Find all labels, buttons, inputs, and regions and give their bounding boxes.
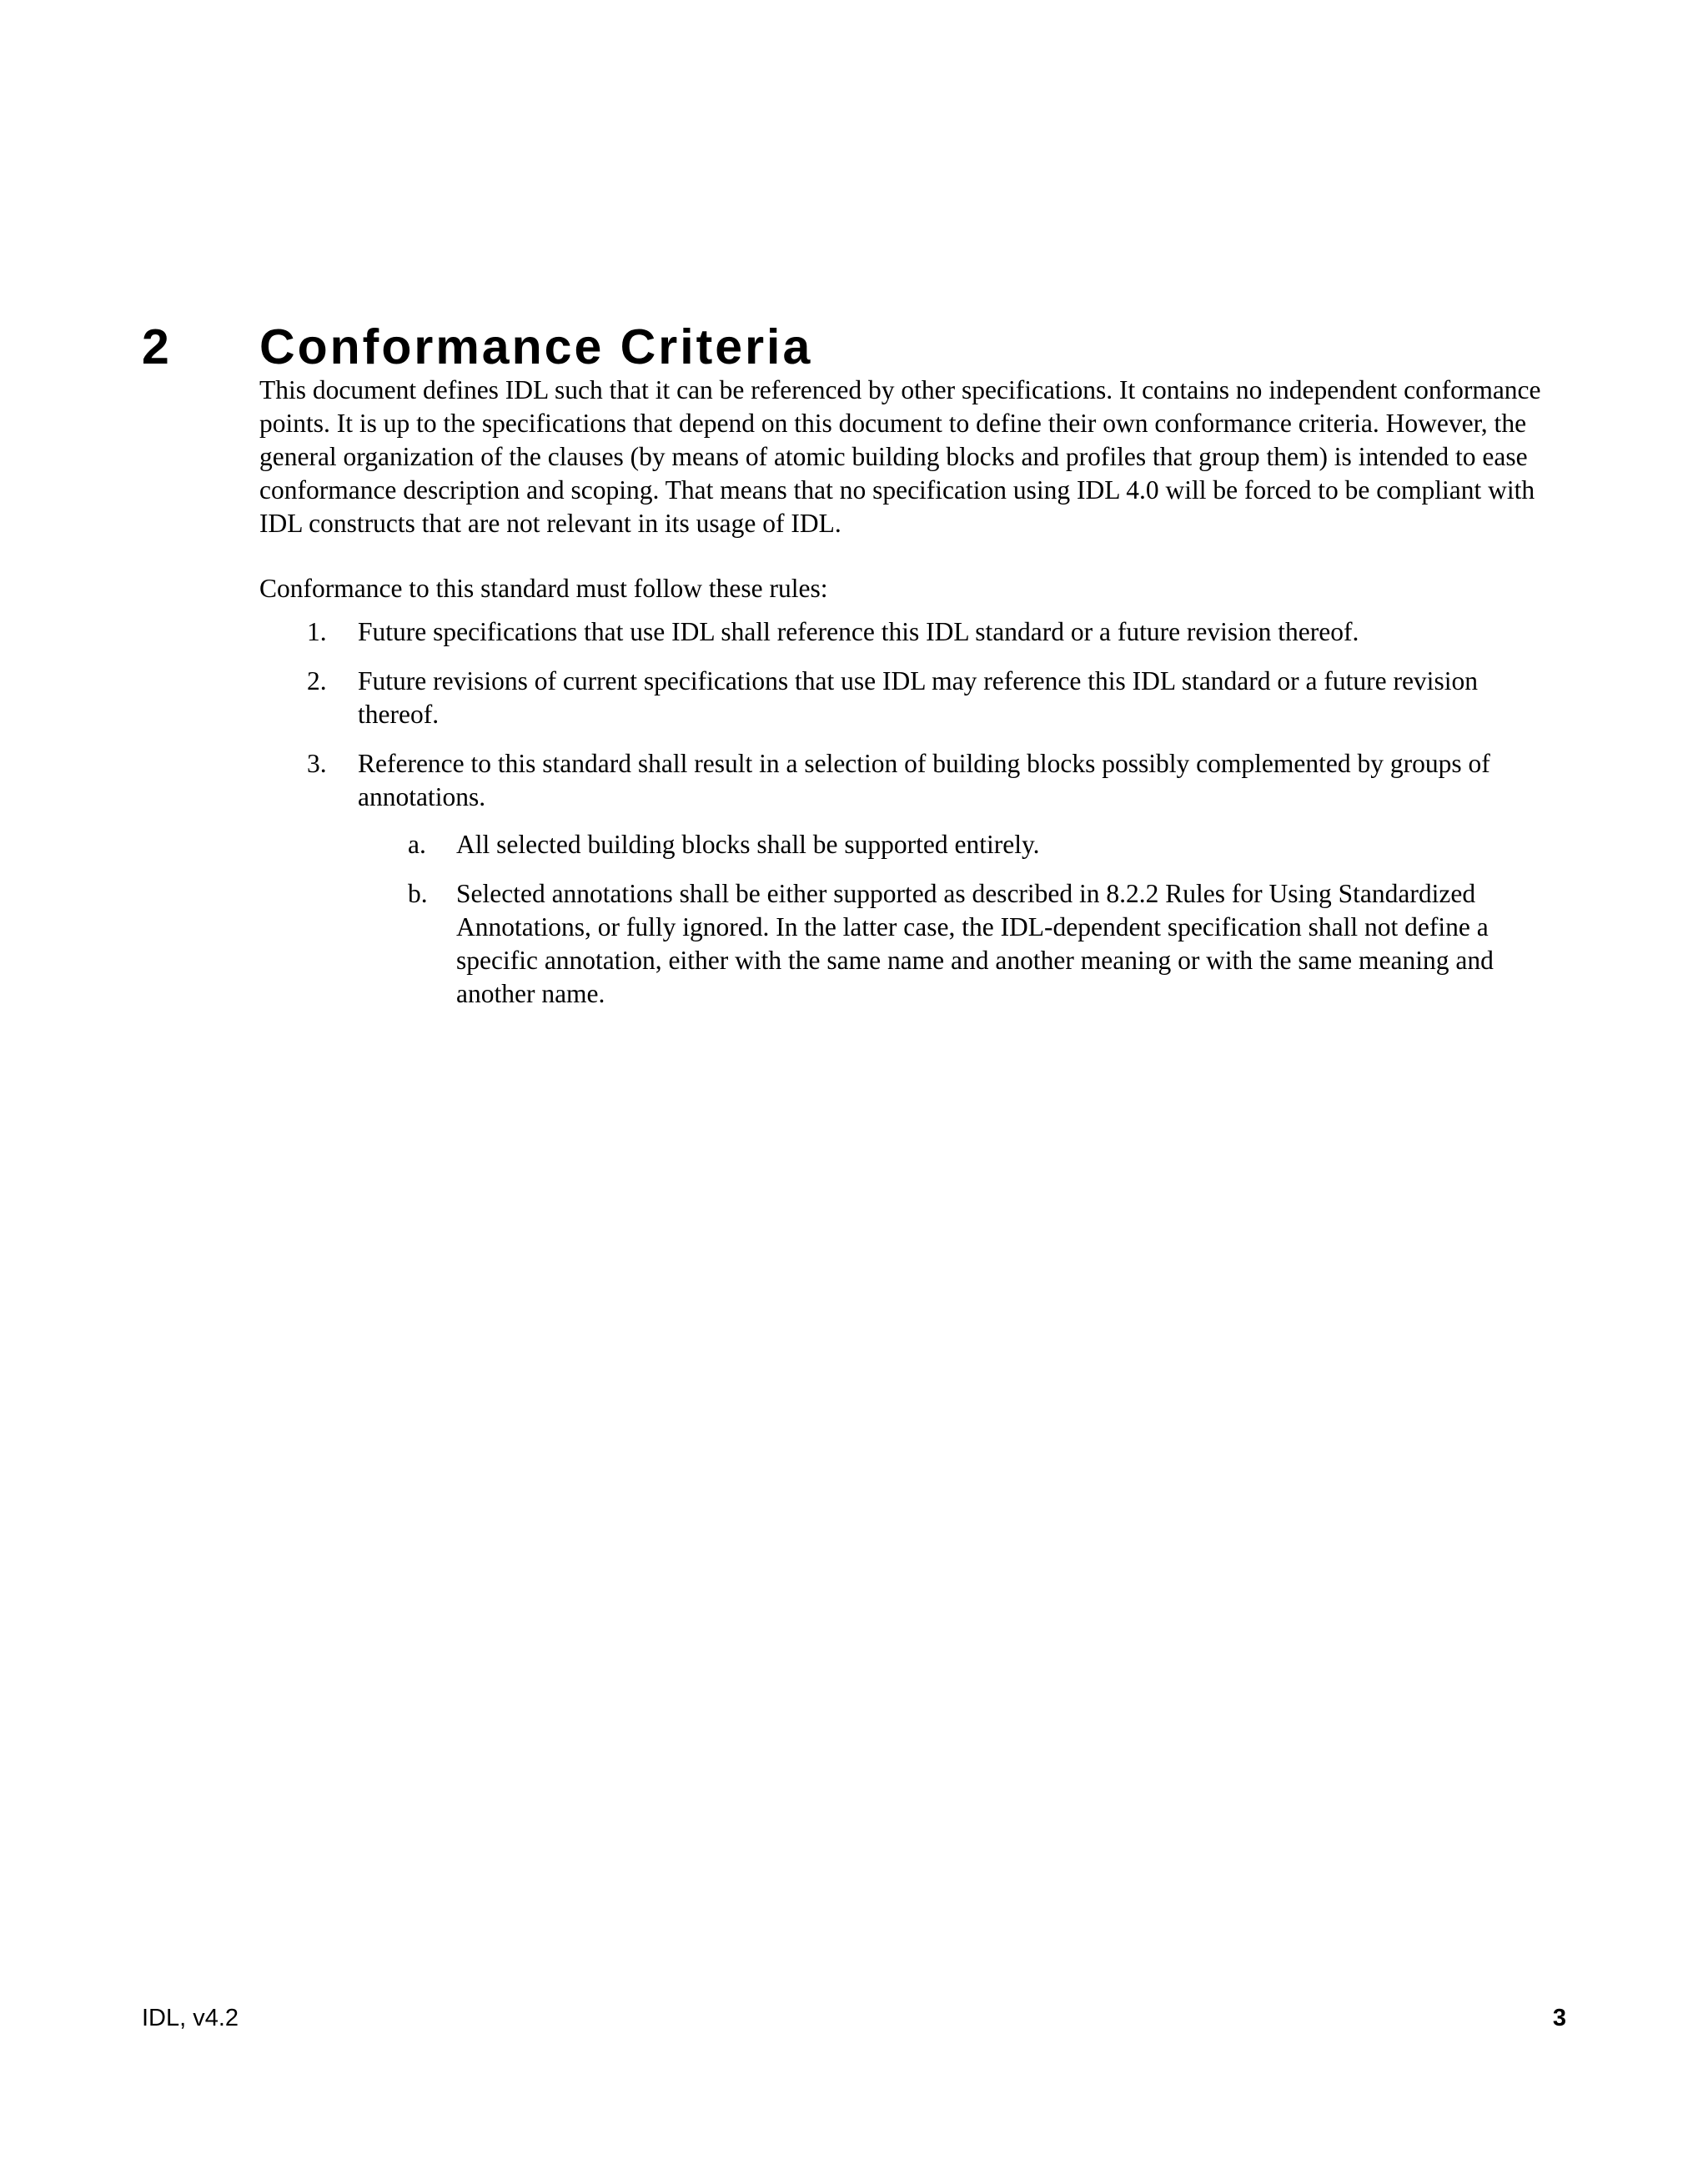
footer-document-id: IDL, v4.2 (142, 2005, 239, 2031)
subrule-item-b (358, 877, 1562, 1011)
rule-item-1 (259, 615, 1562, 649)
rule-text: Future revisions of current specifications that use IDL may reference this IDL standard or a future revision thereof. (358, 666, 1478, 729)
rules-list (259, 615, 1562, 1011)
rule-item-2 (259, 665, 1562, 731)
footer-page-number: 3 (1552, 2005, 1566, 2031)
intro-paragraph: This document defines IDL such that it can be referenced by other specifications. It contains no independent conformance points. It is up to the specifications that depend on this document to define their own conformance criteria. However, the general organization of the clauses (by means of atomic building blocks and profiles that group them) is intended to ease conformance description and scoping. That means that no specification using IDL 4.0 will be forced to be compliant with IDL constructs that are not relevant in its usage of IDL. (259, 375, 1541, 538)
subrule-letter: a. (408, 830, 426, 859)
section-heading (142, 314, 1566, 380)
section-number: 2 (142, 319, 172, 374)
subrule-item-a (358, 828, 1562, 861)
rule-number: 3. (307, 749, 327, 778)
rule-number: 1. (307, 617, 327, 646)
rules-lead-paragraph: Conformance to this standard must follow these rules: (259, 574, 828, 603)
rule-text: Reference to this standard shall result in a selection of building blocks possibly complemented by groups of annotations. (358, 749, 1490, 811)
rule-item-3 (259, 747, 1562, 1011)
page-footer (142, 2001, 1566, 2035)
subrule-text: Selected annotations shall be either supported as described in 8.2.2 Rules for Using Standardized Annotations, or fully ignored. In the latter case, the IDL-dependent specification shall not define a specific annotation, either with the same name and another meaning or with the same meaning and another name. (456, 879, 1494, 1008)
section-body (259, 374, 1562, 1027)
subrule-letter: b. (408, 879, 428, 908)
rule-text: Future specifications that use IDL shall reference this IDL standard or a future revision thereof. (358, 617, 1359, 646)
subrules-list (358, 828, 1562, 1011)
subrule-text: All selected building blocks shall be supported entirely. (456, 830, 1040, 859)
section-title: Conformance Criteria (259, 319, 813, 374)
rule-number: 2. (307, 666, 327, 695)
